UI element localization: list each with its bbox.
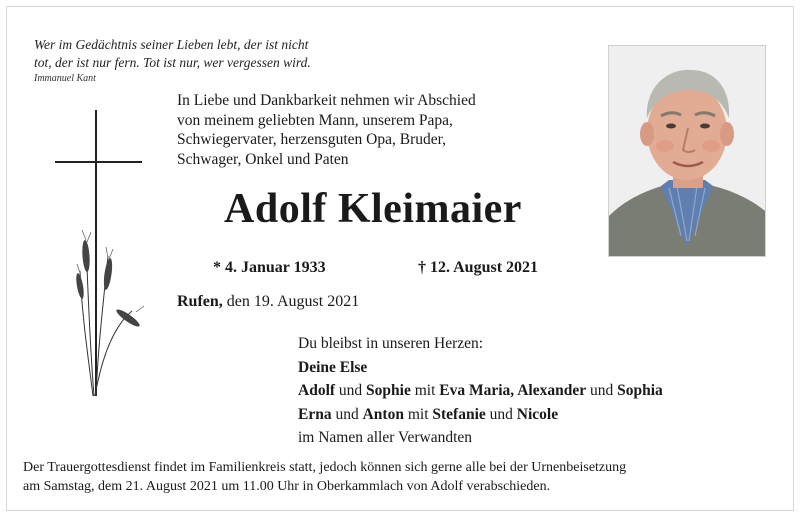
family-connector: und <box>586 382 618 399</box>
relatives-line: im Namen aller Verwandten <box>298 429 473 446</box>
family-line-children-1 <box>298 379 663 403</box>
family-connector: mit <box>403 405 433 423</box>
deceased-name: Adolf Kleimaier <box>224 186 522 232</box>
family-connector: und <box>335 382 367 399</box>
spouse-name: Deine Else <box>298 358 368 376</box>
service-info <box>23 458 626 496</box>
memorial-quote <box>34 36 311 72</box>
family-name: Nicole <box>516 405 559 423</box>
family-line-children-2 <box>298 403 663 427</box>
farewell-text <box>177 91 597 169</box>
portrait-photo <box>608 45 766 257</box>
family-connector: und <box>485 405 517 423</box>
service-info-line-1: Der Trauergottesdienst findet im Familienkreis statt, jedoch können sich gerne alle bei der Urnenbeisetzung <box>23 460 627 475</box>
family-name: Erna <box>298 405 332 423</box>
service-info-line-2: am Samstag, dem 21. August 2021 um 11.00 Uhr in Oberkammlach von Adolf verabschieden. <box>23 479 551 494</box>
family-name: Adolf <box>298 382 336 399</box>
portrait-illustration <box>609 46 765 256</box>
farewell-line-2: von meinem geliebten Mann, unserem Papa, <box>177 111 453 129</box>
quote-author: Immanuel Kant <box>34 73 96 84</box>
family-name: Sophie <box>366 382 411 399</box>
place-date-line <box>177 293 359 311</box>
family-signature <box>298 332 663 450</box>
family-motto: Du bleibst in unseren Herzen: <box>298 335 484 352</box>
farewell-line-4: Schwager, Onkel und Paten <box>177 150 349 168</box>
place-date: den 19. August 2021 <box>222 293 360 310</box>
family-name: Eva Maria, Alexander <box>439 382 587 399</box>
family-connector: mit <box>410 382 440 399</box>
cross-with-wheat-icon <box>50 106 145 406</box>
place-town: Rufen, <box>177 293 223 310</box>
farewell-line-1: In Liebe und Dankbarkeit nehmen wir Abschied <box>177 92 476 109</box>
quote-line-2: tot, der ist nur fern. Tot ist nur, wer vergessen wird. <box>34 55 311 70</box>
farewell-line-3: Schwiegervater, herzensguten Opa, Bruder, <box>177 131 447 149</box>
death-date: † 12. August 2021 <box>418 259 539 276</box>
family-connector: und <box>331 405 363 423</box>
quote-line-1: Wer im Gedächtnis seiner Lieben lebt, der ist nicht <box>34 37 309 52</box>
birth-date: * 4. Januar 1933 <box>213 259 326 276</box>
family-name: Anton <box>362 405 404 423</box>
family-name: Stefanie <box>432 405 486 423</box>
family-name: Sophia <box>617 382 663 399</box>
